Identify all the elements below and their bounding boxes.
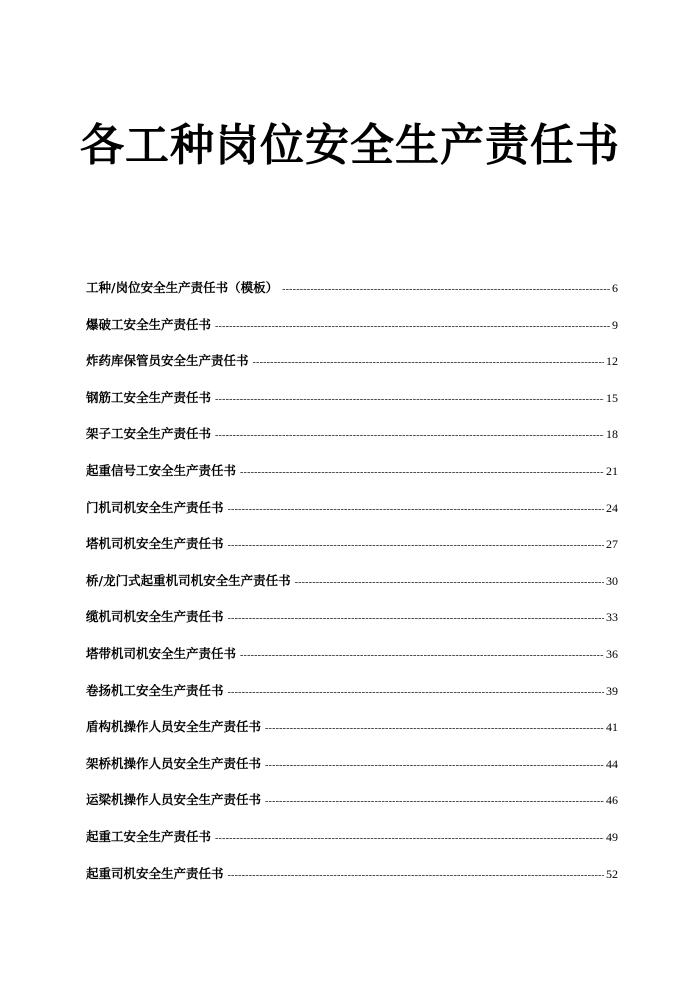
toc-entry[interactable] <box>86 315 618 352</box>
toc-entry-page: 49 <box>606 829 618 844</box>
toc-entry-label: 工种/岗位安全生产责任书（模板） <box>86 280 279 295</box>
toc-entry[interactable] <box>86 790 618 827</box>
toc-leader-dots <box>265 719 604 739</box>
toc-entry-label: 炸药库保管员安全生产责任书 <box>86 353 249 369</box>
toc-entry-label: 塔带机司机安全生产责任书 <box>86 645 237 661</box>
document-title: 各工种岗位安全生产责任书 <box>80 120 620 171</box>
toc-leader-dots <box>228 683 604 703</box>
toc-entry[interactable] <box>86 351 618 388</box>
toc-leader-dots <box>240 646 604 666</box>
toc-entry[interactable] <box>86 644 618 681</box>
toc-entry-label: 起重工安全生产责任书 <box>86 828 212 844</box>
toc-entry[interactable] <box>86 681 618 718</box>
toc-leader-dots <box>228 609 604 629</box>
toc-leader-dots <box>282 280 610 300</box>
toc-entry[interactable] <box>86 424 618 461</box>
toc-entry[interactable] <box>86 717 618 754</box>
toc-entry-label: 起重司机安全生产责任书 <box>86 865 224 881</box>
toc-entry[interactable] <box>86 607 618 644</box>
toc-entry-label: 钢筋工安全生产责任书 <box>86 389 212 405</box>
toc-entry[interactable] <box>86 498 618 535</box>
toc-leader-dots <box>265 792 604 812</box>
toc-entry-label: 门机司机安全生产责任书 <box>86 499 224 515</box>
toc-entry-label: 缆机司机安全生产责任书 <box>86 609 224 625</box>
toc-entry-page: 21 <box>606 463 618 478</box>
toc-entry-label: 架子工安全生产责任书 <box>86 426 212 442</box>
toc-leader-dots <box>228 536 604 556</box>
toc-entry[interactable] <box>86 754 618 791</box>
toc-entry-label: 起重信号工安全生产责任书 <box>86 462 237 478</box>
toc-entry-page: 15 <box>606 390 618 405</box>
toc-entry-label: 盾构机操作人员安全生产责任书 <box>86 719 262 735</box>
toc-leader-dots <box>215 829 604 849</box>
toc-entry-page: 24 <box>606 500 618 515</box>
toc-entry[interactable] <box>86 864 618 901</box>
toc-entry-page: 52 <box>606 866 618 881</box>
toc-leader-dots <box>215 390 604 410</box>
toc-entry-page: 33 <box>606 610 618 625</box>
toc-leader-dots <box>295 573 604 593</box>
toc-leader-dots <box>253 353 604 373</box>
toc-entry-label: 桥/龙门式起重机司机安全生产责任书 <box>86 572 291 588</box>
toc-entry-page: 27 <box>606 537 618 552</box>
toc-entry-page: 9 <box>612 317 618 332</box>
toc-entry[interactable] <box>86 534 618 571</box>
toc-entry[interactable] <box>86 388 618 425</box>
toc-entry-page: 12 <box>606 354 618 369</box>
toc-leader-dots <box>215 317 610 337</box>
toc-leader-dots <box>228 866 604 886</box>
toc-entry-page: 30 <box>606 573 618 588</box>
toc-entry-page: 18 <box>606 427 618 442</box>
toc-entry-page: 41 <box>606 720 618 735</box>
toc-entry-page: 39 <box>606 683 618 698</box>
toc-entry-label: 运梁机操作人员安全生产责任书 <box>86 792 262 808</box>
toc-entry[interactable] <box>86 461 618 498</box>
toc-entry-page: 6 <box>612 281 618 295</box>
toc-leader-dots <box>240 463 604 483</box>
toc-leader-dots <box>215 426 604 446</box>
toc-entry-label: 爆破工安全生产责任书 <box>86 316 212 332</box>
toc-entry-page: 46 <box>606 793 618 808</box>
toc-entry[interactable] <box>86 571 618 608</box>
toc-leader-dots <box>265 756 604 776</box>
toc-entry-page: 44 <box>606 756 618 771</box>
toc-entry-page: 36 <box>606 646 618 661</box>
toc-entry-label: 塔机司机安全生产责任书 <box>86 536 224 552</box>
toc-entry[interactable] <box>86 278 618 315</box>
toc-entry-label: 架桥机操作人员安全生产责任书 <box>86 755 262 771</box>
toc-leader-dots <box>228 500 604 520</box>
toc-entry[interactable] <box>86 827 618 864</box>
toc-entry-label: 卷扬机工安全生产责任书 <box>86 682 224 698</box>
table-of-contents <box>86 278 618 900</box>
